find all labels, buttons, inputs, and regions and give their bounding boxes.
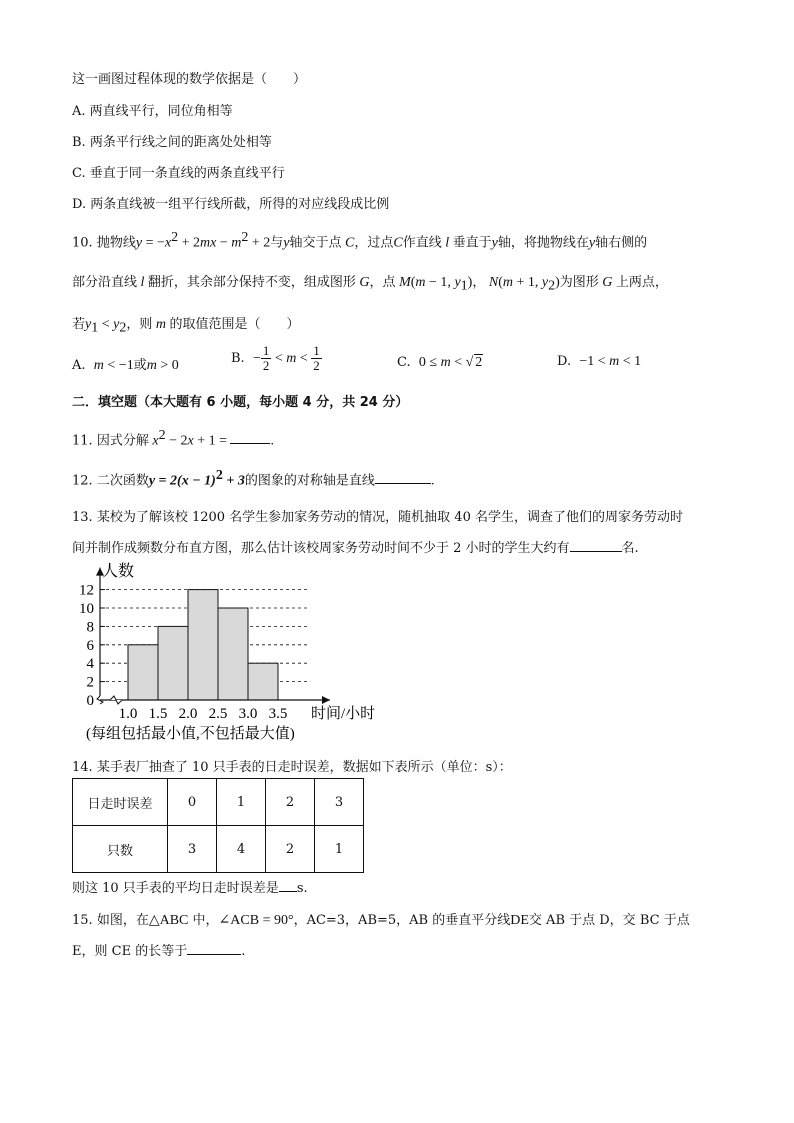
chart-y-tick-labels [79, 583, 95, 709]
table-cell: 3 [168, 826, 217, 873]
chart-x-tick-labels [119, 706, 288, 722]
q9-option-a[interactable] [72, 100, 233, 119]
q15-line1 [72, 909, 690, 929]
answer-blank[interactable] [230, 431, 270, 444]
q10-text: ，过点 [354, 235, 394, 251]
option-text: 两条直线被一组平行线所截，所得的对应线段成比例 [90, 197, 390, 212]
y-tick-label: 0 [86, 693, 94, 709]
x-tick-label: 3.0 [238, 706, 258, 722]
q10-text: 部分沿直线 [72, 275, 138, 290]
chart-y-axis-title: 人数 [102, 563, 135, 580]
q10-text: ， [472, 275, 486, 290]
option-label: A. [72, 358, 86, 373]
question-number: 15. [72, 913, 93, 928]
q10-formula: y [135, 235, 143, 251]
table-cell: 2 [266, 826, 315, 873]
option-label: D. [557, 354, 572, 369]
q15-text: E，则 CE 的长等于 [72, 944, 188, 959]
q10-option-c[interactable]: C. 0 ≤ m < √ 2 [397, 355, 483, 370]
q10-text: ，则 [126, 317, 153, 332]
answer-blank[interactable] [570, 539, 622, 552]
y-tick-label: 2 [86, 674, 94, 691]
table-cell: 2 [266, 779, 315, 826]
q15-text: . [241, 944, 246, 959]
chart-x-axis-title: 时间/小时 [311, 706, 376, 722]
x-tick-label: 2.0 [178, 706, 198, 722]
question-number: 12. [72, 473, 93, 489]
option-text: 两直线平行，同位角相等 [89, 104, 233, 119]
table-row [73, 779, 364, 826]
q10-text: 上两点， [615, 275, 668, 290]
q13-text: 间并制作成频数分布直方图，那么估计该校周家务劳动时间不少于 2 小时的学生大约有 [72, 541, 570, 556]
option-label: C. [72, 166, 86, 181]
q15-text: △ABC [148, 913, 189, 928]
question-number: 13. [72, 510, 93, 525]
chart-bars [128, 590, 278, 700]
q11: 11. 因式分解 $x^2 - 2x + 1$ = . [72, 428, 274, 449]
q15-text: 交 AB 于点 D，交 BC 于点 [528, 913, 690, 928]
q11-text: 因式分解 [96, 433, 149, 449]
q10-line1: 10. 抛物线$y = -x^2 + 2mx - m^2 + 2$与y轴交于点 C，过点C作直线 l 垂直于y轴，将抛物线在y轴右侧的 [72, 230, 648, 251]
x-tick-label: 3.5 [268, 706, 288, 722]
q10-option-a[interactable]: A. m < −1或m > 0 [72, 358, 179, 373]
q12: 12. 二次函数$y = 2(x - 1)^2 + 3$的图象的对称轴是直线 . [72, 468, 435, 489]
q15-text: ，AC=3，AB=5，AB 的垂直平分线 [293, 913, 511, 928]
q10-text: 若 [72, 317, 86, 332]
q15-text: 中， [188, 913, 219, 928]
table-cell: 4 [217, 826, 266, 873]
y-tick-label: 4 [86, 656, 94, 673]
y-tick-label: 10 [79, 601, 94, 617]
q10-text: 作直线 [402, 235, 442, 251]
q13-text: 名. [621, 541, 639, 556]
y-tick-label: 12 [79, 582, 94, 599]
q10-text: 抛物线 [96, 235, 136, 251]
q9-option-b[interactable] [72, 131, 272, 150]
q14-table [72, 778, 364, 873]
q12-text: 的图象的对称轴是直线 [244, 473, 375, 489]
x-tick-label: 1.0 [118, 706, 138, 722]
option-label: C. [397, 355, 411, 370]
q15-text: 如图，在 [96, 913, 149, 928]
q13-line2 [72, 537, 639, 556]
q10-text: 翻折，其余部分保持不变，组成图形 [147, 275, 356, 290]
q10-text: 轴右侧的 [595, 235, 648, 251]
option-label: A. [72, 104, 86, 119]
table-cell: 0 [168, 779, 217, 826]
q14-text: 则这 10 只手表的平均日走时误差是 [72, 881, 279, 896]
q14-text: 某手表厂抽查了 10 只手表的日走时误差，数据如下表所示（单位：s）： [96, 760, 512, 775]
x-tick-label: 1.5 [148, 706, 168, 722]
question-number: 14. [72, 760, 93, 775]
q10-line2: 部分沿直线 l 翻折，其余部分保持不变，组成图形 G，点 M(m − 1, $y_1$)， N(m + 1, $y_2$)为图形 G 上两点， [72, 275, 668, 294]
fraction: $\frac{1}{2}$ [262, 343, 270, 373]
q13-text: 某校为了解该校 1200 名学生参加家务劳动的情况，随机抽取 40 名学生，调查了他们的周家务劳动时 [96, 510, 683, 525]
x-tick-label: 2.5 [208, 706, 228, 722]
q9-option-c[interactable] [72, 162, 285, 181]
answer-blank[interactable] [375, 471, 431, 484]
q10-text: 与 [270, 235, 284, 251]
histogram-bar [218, 608, 248, 700]
table-cell: 只数 [73, 826, 168, 873]
q15-line2 [72, 940, 245, 959]
q14-stem [72, 756, 512, 775]
table-cell: 1 [315, 826, 364, 873]
q9-option-d[interactable] [72, 193, 389, 212]
table-cell: 3 [315, 779, 364, 826]
table-row [73, 826, 364, 873]
section-title: 二．填空题（本大题有 6 小题，每小题 4 分，共 24 分） [72, 395, 409, 410]
q12-text: 二次函数 [96, 473, 149, 489]
x-axis-arrow [322, 696, 330, 704]
question-number: 11. [72, 433, 93, 449]
histogram-bar [188, 590, 218, 700]
answer-blank[interactable] [279, 879, 297, 892]
y-tick-label: 6 [86, 637, 94, 654]
y-tick-label: 8 [86, 619, 94, 636]
q10-text: 垂直于 [452, 235, 492, 251]
option-label: B. [231, 351, 245, 366]
option-label: B. [72, 135, 86, 150]
q10-text: ，点 [369, 275, 396, 290]
fraction: $\frac{1}{2}$ [313, 343, 320, 373]
histogram-bar [128, 645, 158, 700]
q15-text: ∠ACB = 90° [218, 913, 294, 928]
q10-text: 为图形 [559, 275, 599, 290]
q10-text: 或 [133, 358, 147, 373]
q14-tail [72, 877, 308, 896]
option-text: 垂直于同一条直线的两条直线平行 [89, 166, 285, 181]
q10-option-b[interactable]: B. − $\frac{1}{2}$ < m < $\frac{1}{2}$ [231, 343, 320, 373]
q14-text: s. [296, 881, 308, 896]
option-label: D. [72, 197, 87, 212]
option-text: 两条平行线之间的距离处处相等 [89, 135, 272, 150]
answer-blank[interactable] [187, 942, 241, 955]
q10-text: 的取值范围是（ ） [169, 317, 300, 332]
question-number: 10. [72, 235, 93, 251]
histogram-bar [158, 626, 188, 700]
chart-note: (每组包括最小值,不包括最大值) [86, 726, 295, 742]
q10-text: 轴交于点 [289, 235, 342, 251]
q10-line3: 若$y_1 < y_2$，则 m 的取值范围是（ ） [72, 317, 300, 336]
table-cell: 日走时误差 [73, 779, 168, 826]
histogram-bar [248, 663, 278, 700]
q10-text: 轴，将抛物线在 [497, 235, 589, 251]
table-cell: 1 [217, 779, 266, 826]
histogram-chart [62, 558, 402, 748]
q15-text: DE [510, 913, 529, 928]
q13-line1 [72, 506, 683, 525]
q9-stem: 这一画图过程体现的数学依据是（ ） [72, 72, 307, 87]
q10-option-d[interactable]: D. −1 < m < 1 [557, 354, 642, 369]
axis-break [110, 696, 122, 704]
